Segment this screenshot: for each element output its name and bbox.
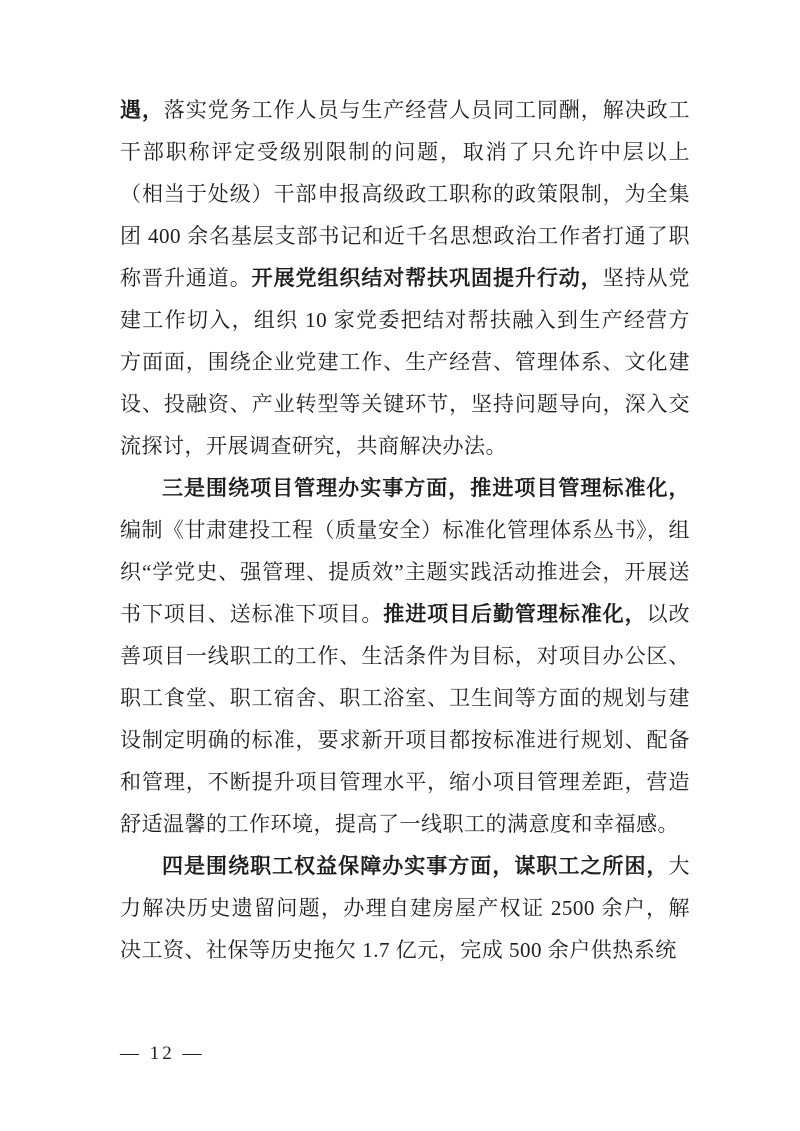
bold-text-run: 开展党组织结对帮扶巩固提升行动，: [251, 266, 603, 290]
paragraph: [120, 89, 690, 467]
paragraph: [120, 845, 690, 971]
paragraph: [120, 467, 690, 845]
bold-text-run: 四是围绕职工权益保障办实事方面，谋职工之所困，: [162, 854, 669, 878]
text-run: 落实党务工作人员与生产经营人员同工同酬，解决政工干部职称评定受级别限制的问题，取消了只允许中层以上（相当于处级）干部申报高级政工职称的政策限制，为全集团 400 余名基层支部书记和近千名思想政治工作者打通了职称晋升通道。: [120, 98, 691, 290]
document-body: [120, 89, 690, 971]
text-run: 大力解决历史遗留问题，办理自建房屋产权证 2500 余户，解决工资、社保等历史拖欠 1.7 亿元，完成 500 余户供热系统: [120, 854, 690, 962]
text-run: 以改善项目一线职工的工作、生活条件为目标，对项目办公区、职工食堂、职工宿舍、职工浴室、卫生间等方面的规划与建设制定明确的标准，要求新开项目都按标准进行规划、配备和管理，不断提升项目管理水平，缩小项目管理差距，营造舒适温馨的工作环境，提高了一线职工的满意度和幸福感。: [120, 602, 691, 836]
page-number: — 12 —: [120, 1043, 205, 1064]
bold-text-run: 遇，: [120, 98, 164, 122]
text-run: 编制《甘肃建投工程（质量安全）标准化管理体系丛书》，组织“学党史、强管理、提质效”主题实践活动推进会，开展送书下项目、送标准下项目。: [120, 518, 690, 626]
bold-text-run: 推进项目后勤管理标准化，: [383, 602, 647, 626]
text-run: 坚持从党建工作切入，组织 10 家党委把结对帮扶融入到生产经营方方面面，围绕企业党建工作、生产经营、管理体系、文化建设、投融资、产业转型等关键环节，坚持问题导向，深入交流探讨，开展调查研究，共商解决办法。: [120, 266, 691, 458]
bold-text-run: 三是围绕项目管理办实事方面，推进项目管理标准化，: [162, 476, 690, 500]
